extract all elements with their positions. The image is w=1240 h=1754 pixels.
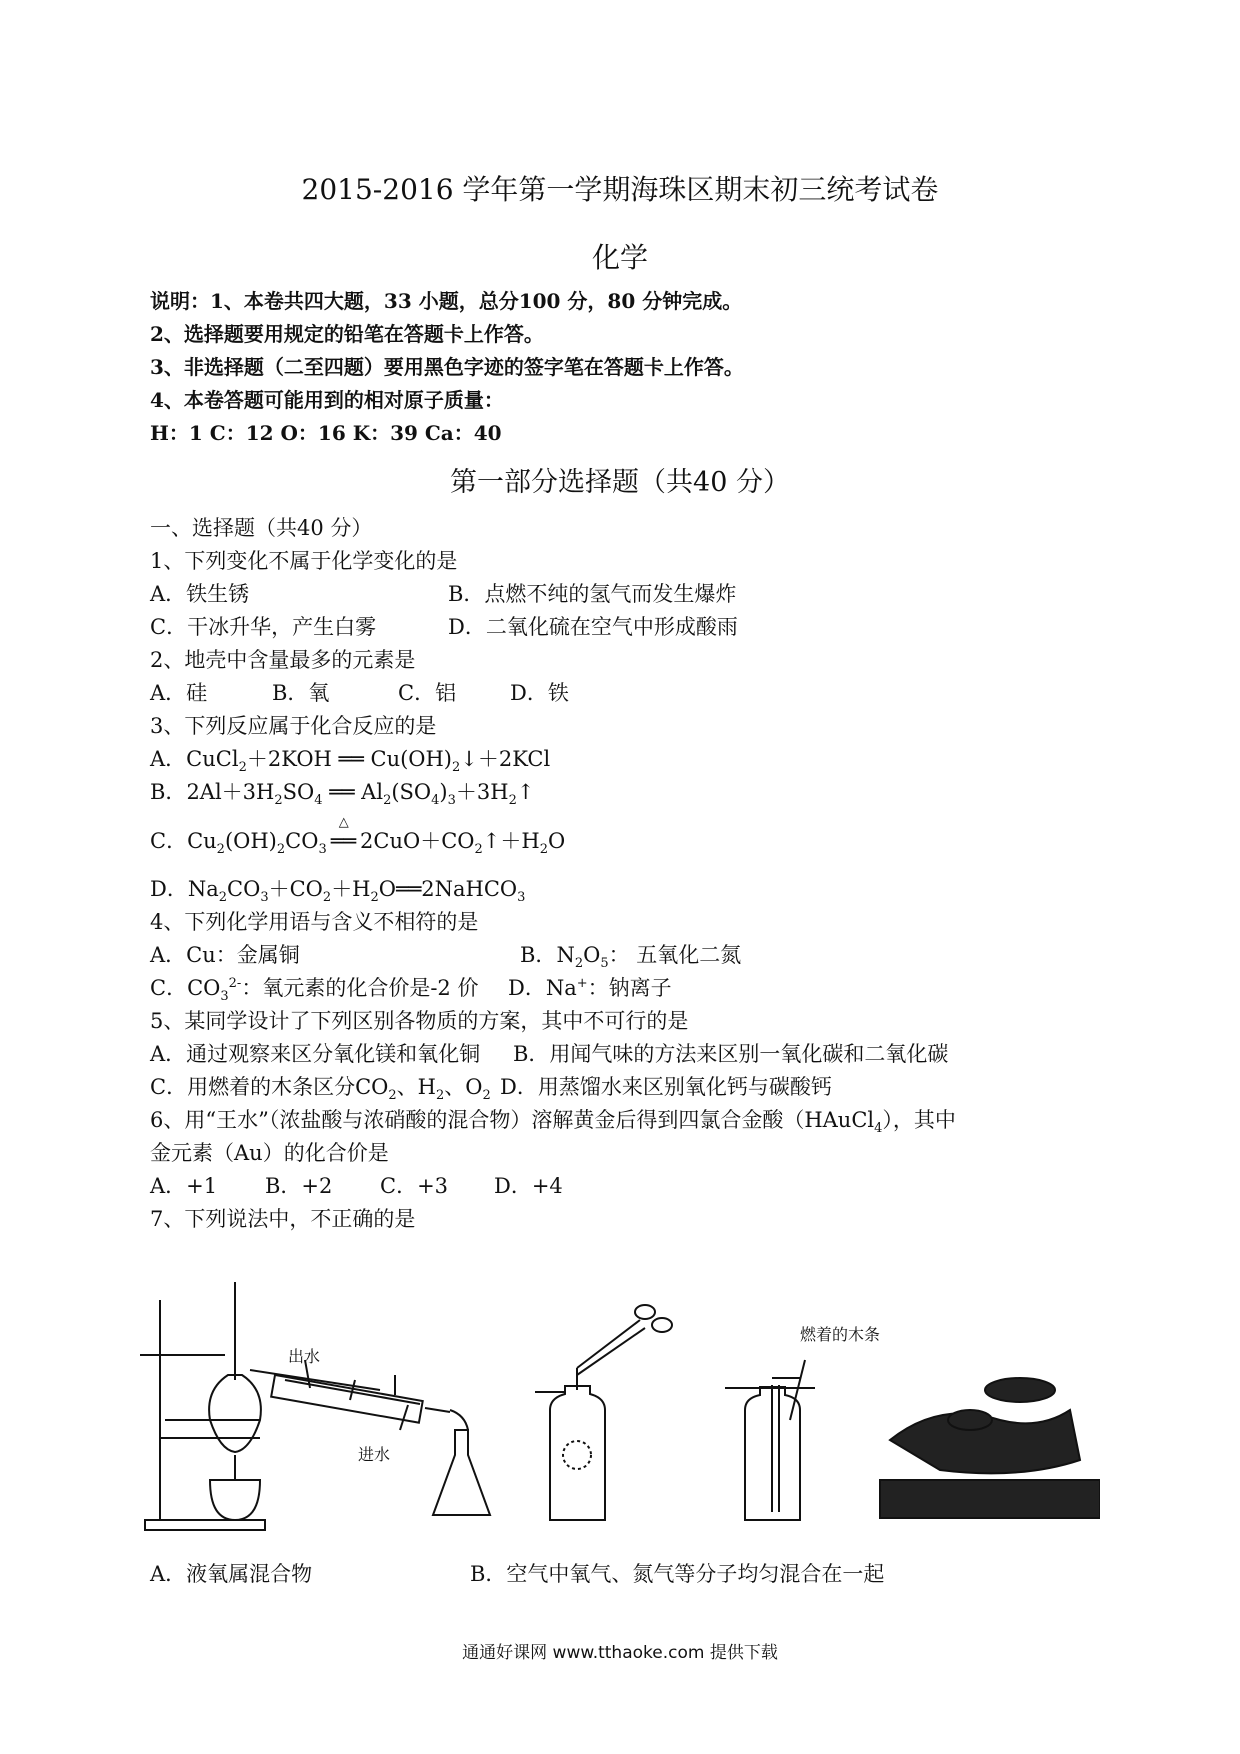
question-3-option-c: C．$Cu_2(OH)_2CO_3$ ══ △ $2CuO+CO_2↑+H_2O$: [150, 815, 566, 858]
question-3-option-a: A．CuCl$_2$＋2KOH ══ $Cu(OH)_2↓+2KCl$: [150, 747, 551, 776]
question-2-option-b: B．氧: [272, 681, 330, 705]
question-6-stem-line-1: 6、用“王水”（浓盐酸与浓硝酸的混合物）溶解黄金后得到四氯合金酸（HAuCl$_4$），其中: [150, 1108, 956, 1137]
distillation-apparatus: [140, 1282, 490, 1530]
question-2-option-a: A．硅: [150, 681, 208, 705]
question-6-option-a: A．+1: [150, 1174, 218, 1198]
question-2-stem: 2、地壳中含量最多的元素是: [150, 648, 416, 672]
question-5-stem: 5、某同学设计了下列区别各物质的方案，其中不可行的是: [150, 1009, 689, 1033]
question-6-option-c: C．+3: [380, 1174, 449, 1198]
question-2-option-c: C．铝: [398, 681, 457, 705]
molecules-illustration: [880, 1378, 1100, 1518]
question-7-stem: 7、下列说法中，不正确的是: [150, 1207, 416, 1231]
question-4-option-d: D．Na+：钠离子: [508, 976, 672, 1000]
instruction-line-2: 2、选择题要用规定的铅笔在答题卡上作答。: [150, 322, 544, 346]
label-out-water: 出水: [288, 1347, 321, 1366]
instruction-line-4: 4、本卷答题可能用到的相对原子质量：: [150, 388, 504, 412]
question-1-option-b: B．点燃不纯的氢气而发生爆炸: [448, 582, 737, 606]
question-7-option-b: B．空气中氧气、氮气等分子均匀混合在一起: [470, 1562, 885, 1586]
question-7-option-a: A．液氧属混合物: [150, 1562, 313, 1586]
section-title: 一、选择题（共40 分）: [150, 516, 373, 540]
question-6-option-b: B．+2: [265, 1174, 333, 1198]
question-4-option-c: C．$CO_3^{2-}$：氧元素的化合价是-2 价: [150, 976, 479, 1005]
heat-symbol: △: [338, 815, 349, 830]
instruction-line-3: 3、非选择题（二至四题）要用黑色字迹的签字笔在答题卡上作答。: [150, 355, 744, 379]
question-6-option-d: D．+4: [494, 1174, 563, 1198]
question-7-figures: [140, 1280, 1100, 1540]
question-3-stem: 3、下列反应属于化合反应的是: [150, 714, 437, 738]
question-4-option-b: B．$N_2O_5$： 五氧化二氮: [520, 943, 742, 972]
question-1-option-c: C．干冰升华，产生白雾: [150, 615, 377, 639]
question-2-option-d: D．铁: [510, 681, 569, 705]
download-footer: 通通好课网 www.tthaoke.com 提供下载: [462, 1643, 778, 1663]
instruction-line-1: 说明：1、本卷共四大题，33 小题，总分100 分，80 分钟完成。: [150, 289, 743, 313]
part-title: 第一部分选择题（共40 分）: [450, 467, 790, 498]
question-1-option-a: A．铁生锈: [150, 582, 250, 606]
exam-title: 2015-2016 学年第一学期海珠区期末初三统考试卷: [301, 173, 939, 206]
question-3-option-d: D．$Na_2CO_3+CO_2+H_2O══2NaHCO_3$: [150, 877, 526, 906]
question-4-option-a: A．Cu：金属铜: [150, 943, 300, 967]
question-3-option-b: B．$2Al+3H_2SO_4$ ══ $Al_2(SO_4)_3+3H_2↑$: [150, 780, 535, 809]
label-burning-stick: 燃着的木条: [800, 1325, 881, 1344]
question-1-option-d: D．二氧化硫在空气中形成酸雨: [448, 615, 738, 639]
question-1-stem: 1、下列变化不属于化学变化的是: [150, 549, 458, 573]
question-5-option-b: B．用闻气味的方法来区别一氧化碳和二氧化碳: [513, 1042, 949, 1066]
question-6-stem-line-2: 金元素（Au）的化合价是: [150, 1141, 389, 1165]
question-5-option-a: A．通过观察来区分氧化镁和氧化铜: [150, 1042, 481, 1066]
label-in-water: 进水: [358, 1445, 391, 1464]
question-5-option-c: C．用燃着的木条区分$CO_2$、$H_2$、$O_2$: [150, 1075, 491, 1104]
subject-title: 化学: [591, 241, 648, 274]
gas-jar-with-burning-stick: [725, 1360, 815, 1520]
question-4-stem: 4、下列化学用语与含义不相符的是: [150, 910, 479, 934]
gas-jar-with-tongs: [535, 1305, 672, 1520]
question-5-option-d: D．用蒸馏水来区别氧化钙与碳酸钙: [500, 1075, 832, 1099]
atomic-masses: H：1 C：12 O：16 K：39 Ca：40: [150, 421, 502, 445]
